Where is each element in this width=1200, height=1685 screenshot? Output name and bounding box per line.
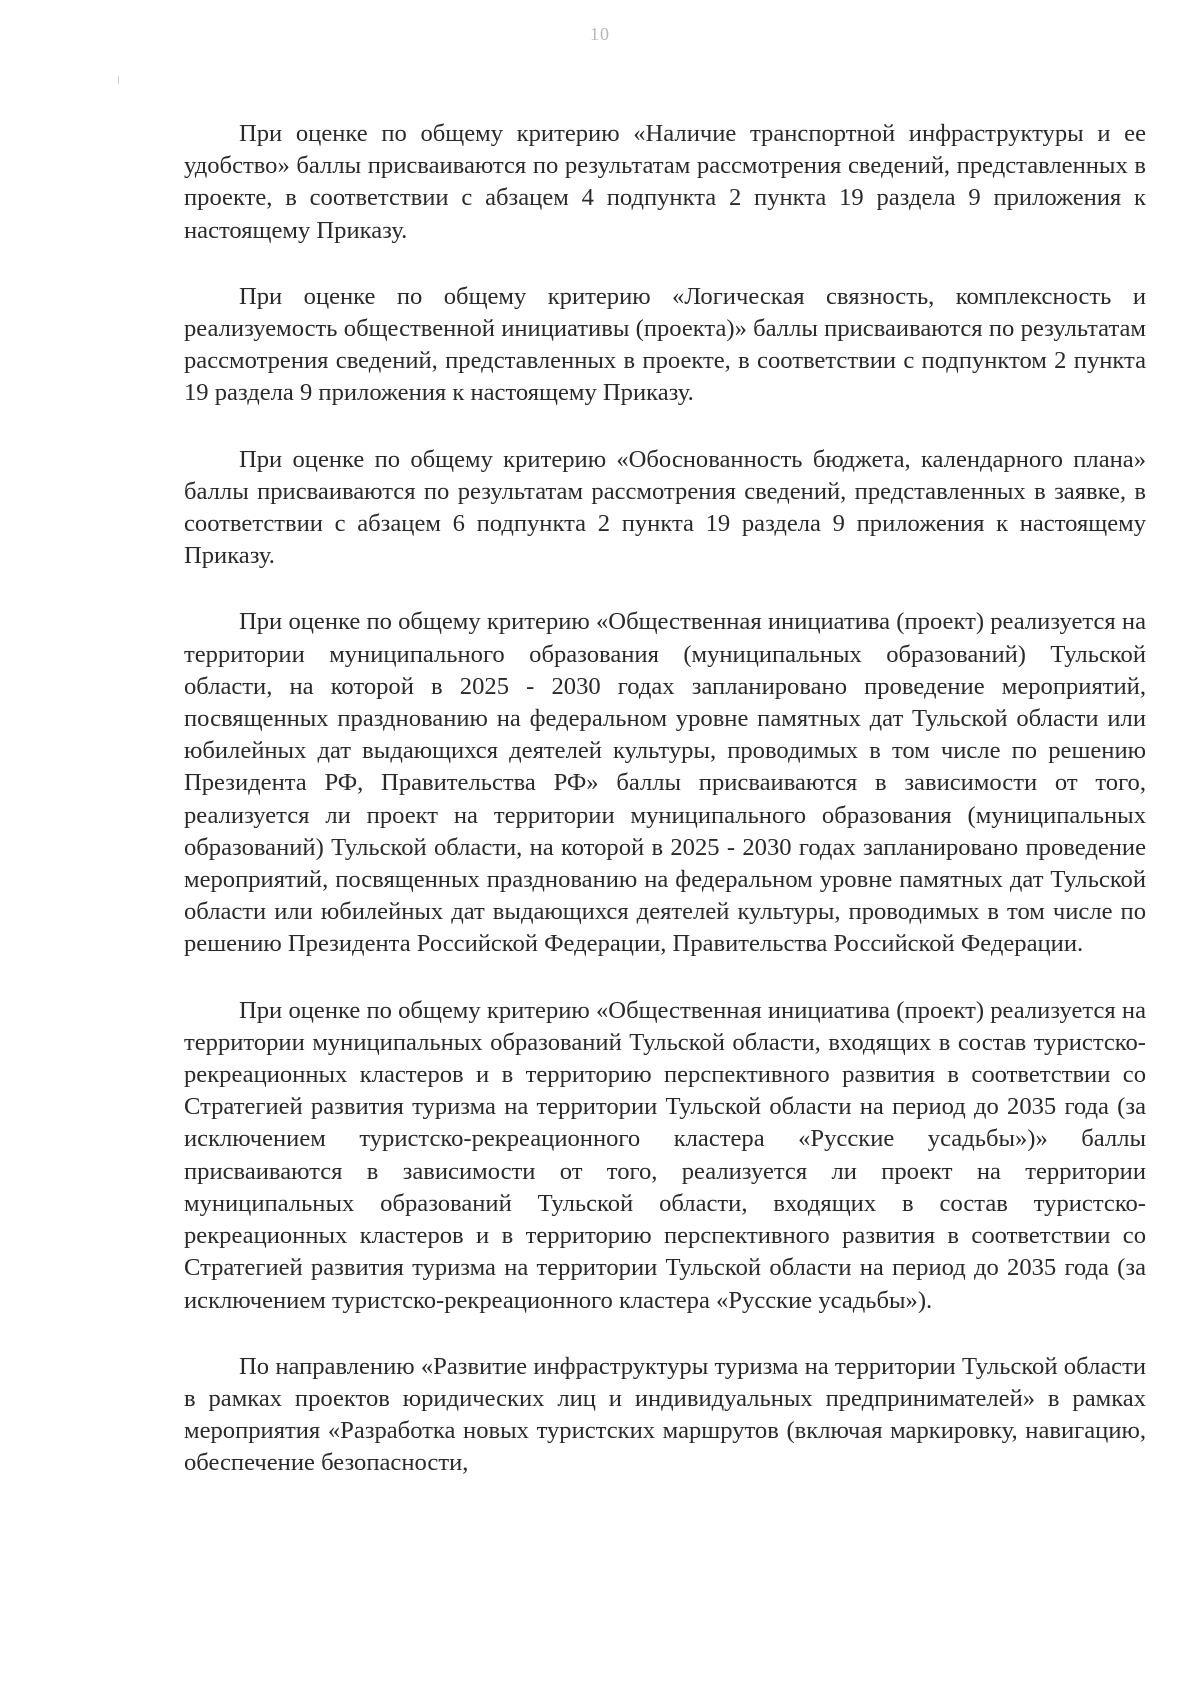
margin-mark bbox=[118, 76, 119, 84]
paragraph-memorable-dates: При оценке по общему критерию «Общественная инициатива (проект) реализуется на территории муниципального образования (муниципальных образований) Тульской области, на которой в 2025 - 2030 годах запланировано проведение мероприятий, посвященных празднованию на федеральном уровне памятных дат Тульской области или юбилейных дат выдающихся деятелей культуры, проводимых в том числе по решению Президента РФ, Правительства РФ» баллы присваиваются в зависимости от того, реализуется ли проект на территории муниципального образования (муниципальных образований) Тульской области, на которой в 2025 - 2030 годах запланировано проведение мероприятий, посвященных празднованию на федеральном уровне памятных дат Тульской области или юбилейных дат выдающихся деятелей культуры, проводимых в том числе по решению Президента Российской Федерации, Правительства Российской Федерации. bbox=[184, 608, 1146, 958]
document-body bbox=[184, 118, 1146, 1480]
paragraph-transport-infrastructure: При оценке по общему критерию «Наличие транспортной инфраструктуры и ее удобство» баллы присваиваются по результатам рассмотрения сведений, представленных в проекте, в соответствии с абзацем 4 подпункта 2 пункта 19 раздела 9 приложения к настоящему Приказу. bbox=[184, 120, 1146, 244]
paragraph-budget-justification: При оценке по общему критерию «Обоснованность бюджета, календарного плана» баллы присваиваются по результатам рассмотрения сведений, представленных в заявке, в соответствии с абзацем 6 подпункта 2 пункта 19 раздела 9 приложения к настоящему Приказу. bbox=[184, 445, 1146, 570]
paragraph-tourism-clusters: При оценке по общему критерию «Общественная инициатива (проект) реализуется на территории муниципальных образований Тульской области, входящих в состав туристско-рекреационных кластеров и в территорию перспективного развития в соответствии со Стратегией развития туризма на территории Тульской области на период до 2035 года (за исключением туристско-рекреационного кластера «Русские усадьбы»)» баллы присваиваются в зависимости от того, реализуется ли проект на территории муниципальных образований Тульской области, входящих в состав туристско-рекреационных кластеров и в территорию перспективного развития в соответствии со Стратегией развития туризма на территории Тульской области на период до 2035 года (за исключением туристско-рекреационного кластера «Русские усадьбы»). bbox=[184, 996, 1146, 1314]
paragraph-logical-coherence: При оценке по общему критерию «Логическая связность, комплексность и реализуемость общественной инициативы (проекта)» баллы присваиваются по результатам рассмотрения сведений, представленных в проекте, в соответствии с подпунктом 2 пункта 19 раздела 9 приложения к настоящему Приказу. bbox=[184, 282, 1146, 407]
paragraph-tourism-infrastructure-direction: По направлению «Развитие инфраструктуры туризма на территории Тульской области в рамках проектов юридических лиц и индивидуальных предпринимателей» в рамках мероприятия «Разработка новых туристских маршрутов (включая маркировку, навигацию, обеспечение безопасности, bbox=[184, 1352, 1146, 1477]
page-number: 10 bbox=[590, 24, 610, 44]
